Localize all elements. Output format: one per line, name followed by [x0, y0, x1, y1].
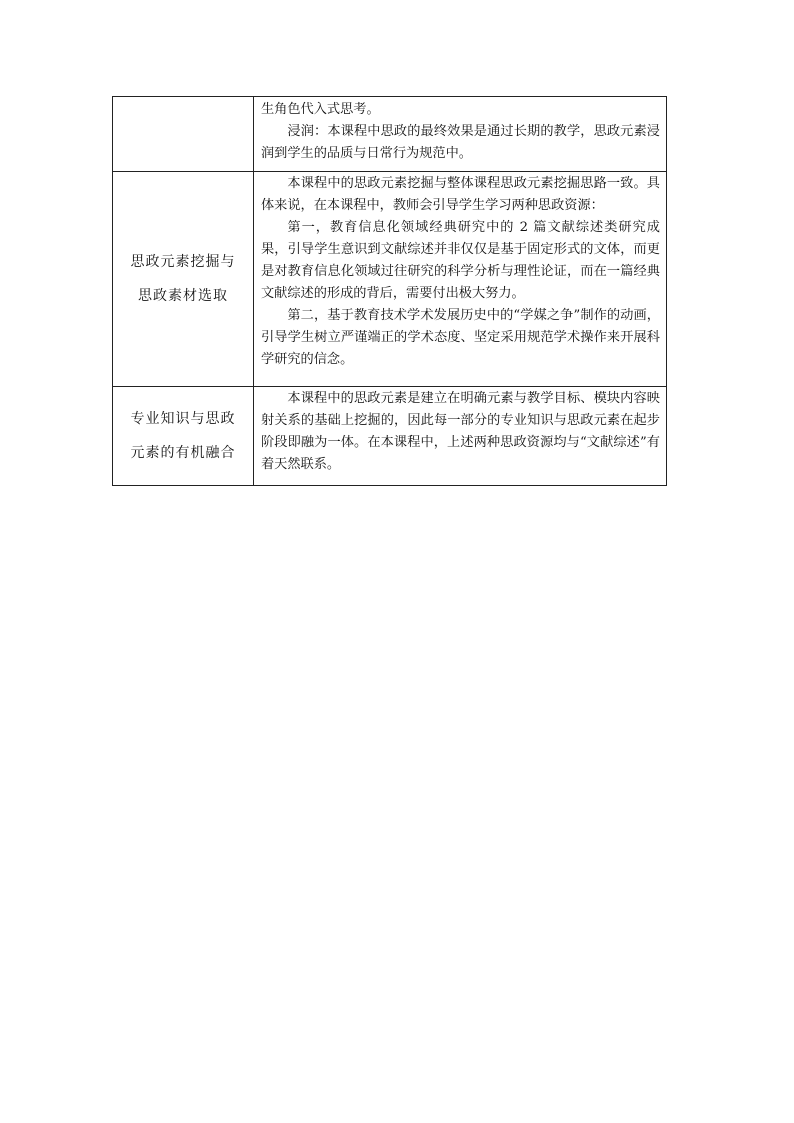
row-label-line: 思政元素挖掘与 — [130, 254, 236, 270]
paragraph: 生角色代入式思考。 — [261, 102, 380, 117]
paragraph: 第二，基于教育技术学术发展历史中的“学媒之争”制作的动画，引导学生树立严谨端正的学术态度、坚定采用规范学术操作来开展科学研究的信念。 — [261, 308, 660, 367]
table-row — [113, 97, 667, 172]
table-row — [113, 387, 667, 486]
row-label-line: 思政素材选取 — [138, 288, 228, 304]
course-table — [112, 96, 667, 486]
paragraph: 本课程中的思政元素挖掘与整体课程思政元素挖掘思路一致。具体来说，在本课程中，教师会引导学生学习两种思政资源： — [261, 176, 660, 213]
row-label-cell — [113, 387, 254, 486]
paragraph: 第一，教育信息化领域经典研究中的 2 篇文献综述类研究成果，引导学生意识到文献综述并非仅仅是基于固定形式的文体，而更是对教育信息化领域过往研究的科学分析与理性论证，而在一篇经典文献综述的形成的背后，需要付出极大努力。 — [261, 220, 660, 301]
row-content-cell — [254, 387, 667, 486]
row-label-line: 专业知识与思政 — [130, 411, 236, 427]
row-content-cell — [254, 97, 667, 172]
row-label-cell — [113, 172, 254, 387]
paragraph: 本课程中的思政元素是建立在明确元素与教学目标、模块内容映射关系的基础上挖掘的，因此每一部分的专业知识与思政元素在起步阶段即融为一体。在本课程中，上述两种思政资源均与“文献综述”有着天然联系。 — [261, 391, 660, 472]
row-label-line: 元素的有机融合 — [130, 445, 236, 461]
row-content-cell — [254, 172, 667, 387]
table-row — [113, 172, 667, 387]
paragraph: 浸润：本课程中思政的最终效果是通过长期的教学，思政元素浸润到学生的品质与日常行为规范中。 — [261, 124, 660, 161]
row-label-cell — [113, 97, 254, 172]
